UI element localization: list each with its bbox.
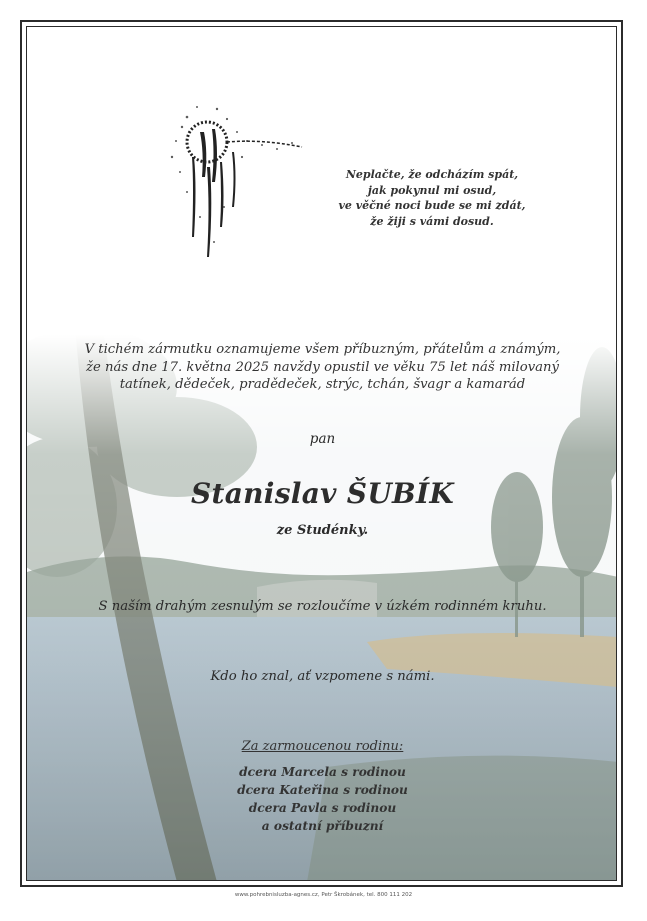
mourner-item: dcera Pavla s rodinou xyxy=(248,801,397,815)
mourners-block xyxy=(27,738,617,835)
remembrance-line: Kdo ho znal, ať vzpomene s námi. xyxy=(210,669,435,684)
verse-line: jak pokynul mi osud, xyxy=(367,183,497,197)
deceased-origin: ze Studénky. xyxy=(276,523,369,538)
memorial-verse xyxy=(327,167,537,229)
verse-line: že žiji s vámi dosud. xyxy=(370,214,494,228)
salutation: pan xyxy=(309,431,336,447)
verse-line: ve věčné noci bude se mi zdát, xyxy=(338,199,526,212)
announcement-line: V tichém zármutku oznamujeme všem příbuzným, přátelům a známým, xyxy=(84,342,561,357)
mourners-heading: Za zarmoucenou rodinu: xyxy=(241,739,404,754)
notice-card xyxy=(26,26,617,881)
mourner-item: dcera Kateřina s rodinou xyxy=(237,783,408,797)
mourner-item: dcera Marcela s rodinou xyxy=(239,765,406,779)
announcement-line: tatínek, dědeček, pradědeček, strýc, tchán, švagr a kamarád xyxy=(119,377,526,392)
announcement-text xyxy=(67,341,578,394)
verse-line: Neplačte, že odcházím spát, xyxy=(345,168,519,181)
funeral-service-footer: www.pohrebnisluzba-agnes.cz, Petr Škrobánek, tel. 800 111 202 xyxy=(234,892,413,898)
mourner-item: a ostatní příbuzní xyxy=(261,819,384,833)
deceased-name: Stanislav ŠUBÍK xyxy=(190,477,455,510)
farewell-note: S naším drahým zesnulým se rozloučíme v úzkém rodinném kruhu. xyxy=(98,599,547,614)
announcement-line: že nás dne 17. května 2025 navždy opustil ve věku 75 let náš milovaný xyxy=(86,359,559,375)
